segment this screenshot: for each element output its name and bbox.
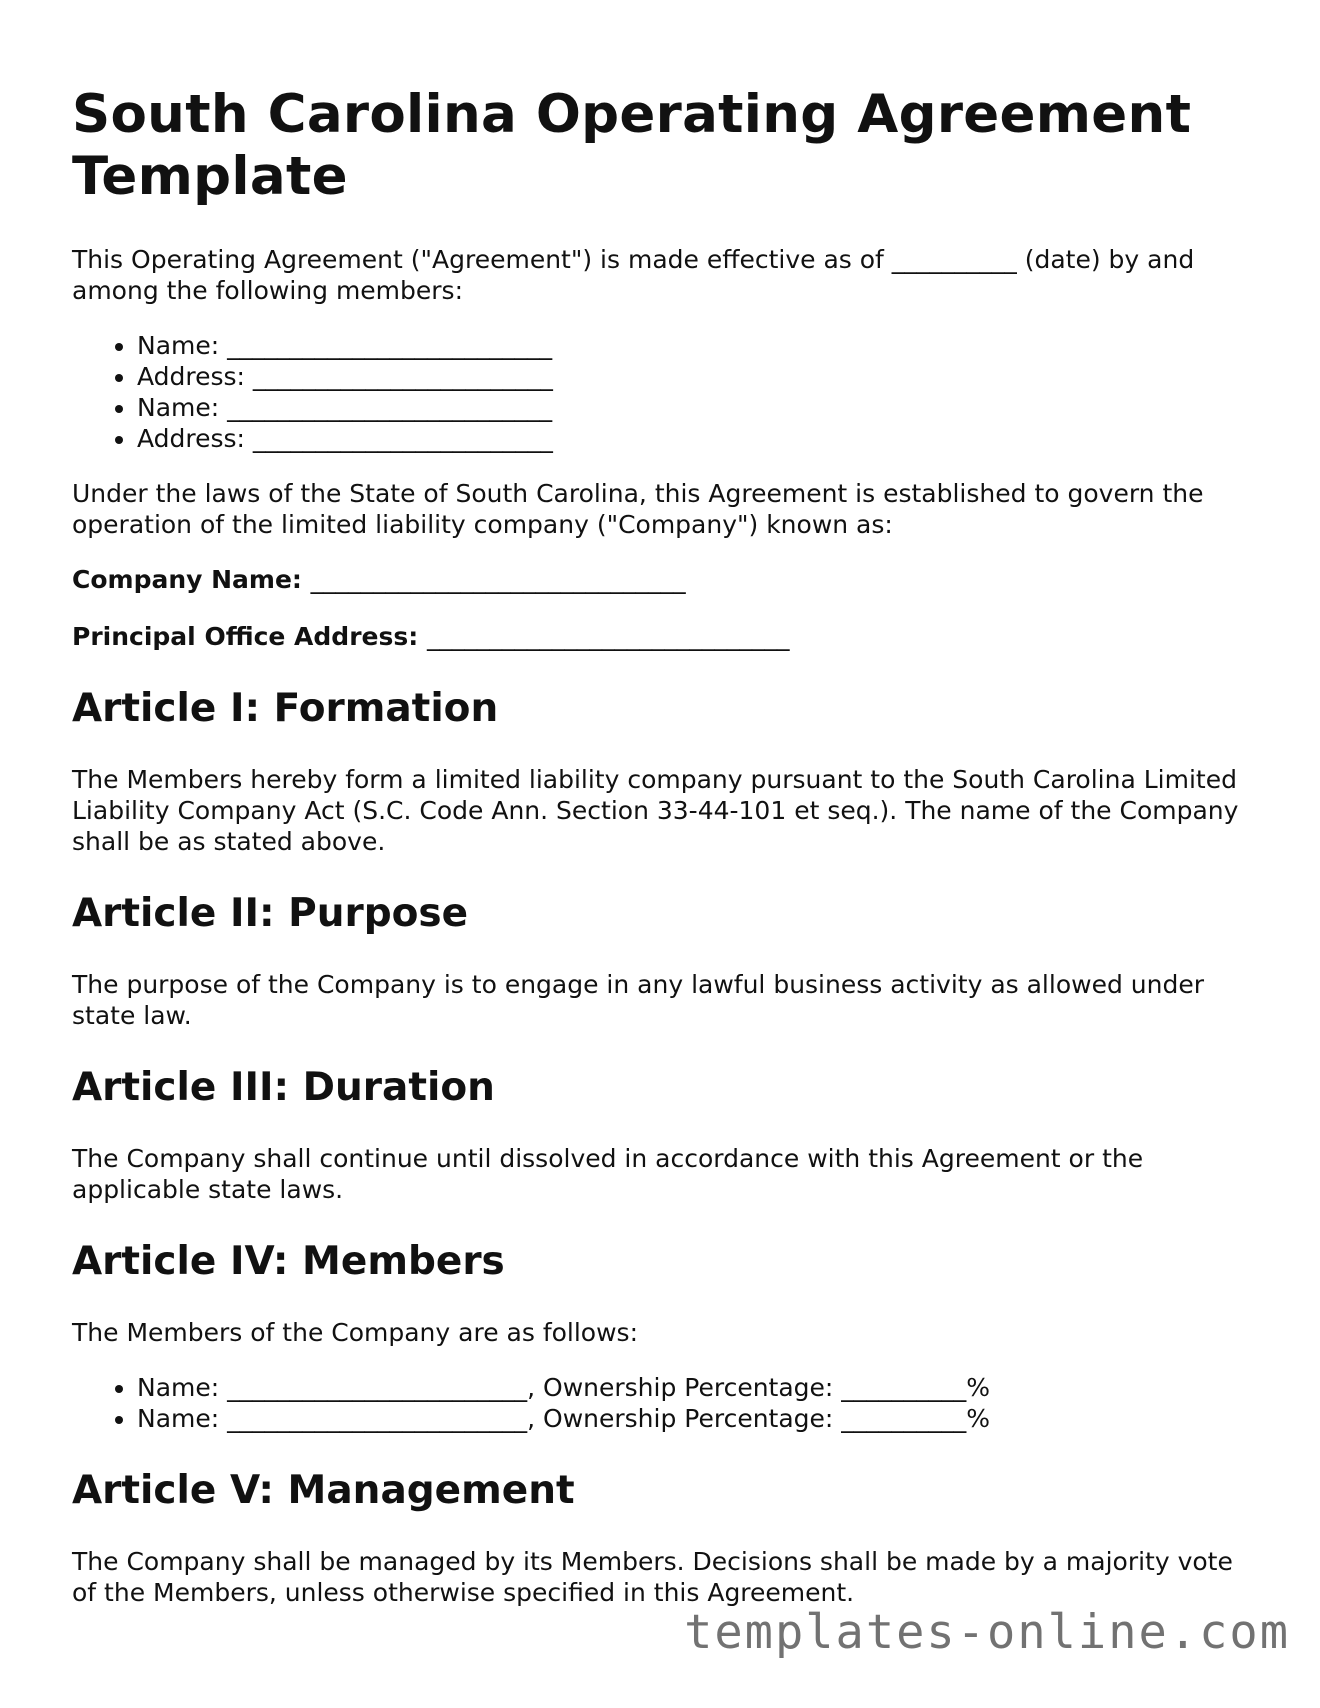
article-formation	[72, 686, 1252, 857]
article-members	[72, 1239, 1252, 1434]
ownership-list	[72, 1372, 1252, 1434]
article-text: The Company shall be managed by its Members. Decisions shall be made by a majority vote of the Members, unless otherwise specified in this Agreement.	[72, 1547, 1233, 1607]
principal-office-label: Principal Office Address:	[72, 622, 419, 651]
article-management	[72, 1468, 1252, 1608]
article-text: The Company shall continue until dissolved in accordance with this Agreement or the applicable state laws.	[72, 1144, 1144, 1204]
list-item: • Name: ________________________, Ownership Percentage: __________%	[137, 1372, 1252, 1403]
article-purpose	[72, 891, 1252, 1031]
principal-office-field	[72, 621, 1252, 652]
company-name-field	[72, 564, 1252, 595]
governing-paragraph: Under the laws of the State of South Carolina, this Agreement is established to govern the operation of the limited liability company ("Company") known as:	[72, 479, 1204, 539]
article-text: The Members of the Company are as follows:	[72, 1318, 638, 1347]
list-item: • Name: ________________________, Ownership Percentage: __________%	[137, 1403, 1252, 1434]
article-heading: Article IV: Members	[72, 1239, 505, 1284]
article-heading: Article II: Purpose	[72, 891, 469, 936]
list-item: • Name: __________________________	[137, 330, 1252, 361]
document-page	[72, 84, 1252, 1632]
list-item: • Address: ________________________	[137, 423, 1252, 454]
article-text: The Members hereby form a limited liability company pursuant to the South Carolina Limited Liability Company Act (S.C. Code Ann. Section 33-44-101 et seq.). The name of the Company shall be as stated above.	[72, 765, 1239, 856]
article-text: The purpose of the Company is to engage in any lawful business activity as allowed under state law.	[72, 970, 1204, 1030]
members-list	[72, 330, 1252, 454]
company-name-label: Company Name:	[72, 565, 302, 594]
page-title: South Carolina Operating Agreement Template	[72, 84, 1192, 207]
watermark: templates-online.com	[684, 1605, 1290, 1660]
article-heading: Article I: Formation	[72, 686, 499, 731]
company-name-blank: ______________________________	[310, 565, 686, 594]
article-duration	[72, 1065, 1252, 1205]
list-item: • Address: ________________________	[137, 361, 1252, 392]
article-heading: Article V: Management	[72, 1468, 575, 1513]
principal-office-blank: _____________________________	[426, 622, 790, 651]
intro-paragraph: This Operating Agreement ("Agreement") is made effective as of __________ (date) by and among the following members:	[72, 245, 1195, 305]
list-item: • Name: __________________________	[137, 392, 1252, 423]
article-heading: Article III: Duration	[72, 1065, 495, 1110]
